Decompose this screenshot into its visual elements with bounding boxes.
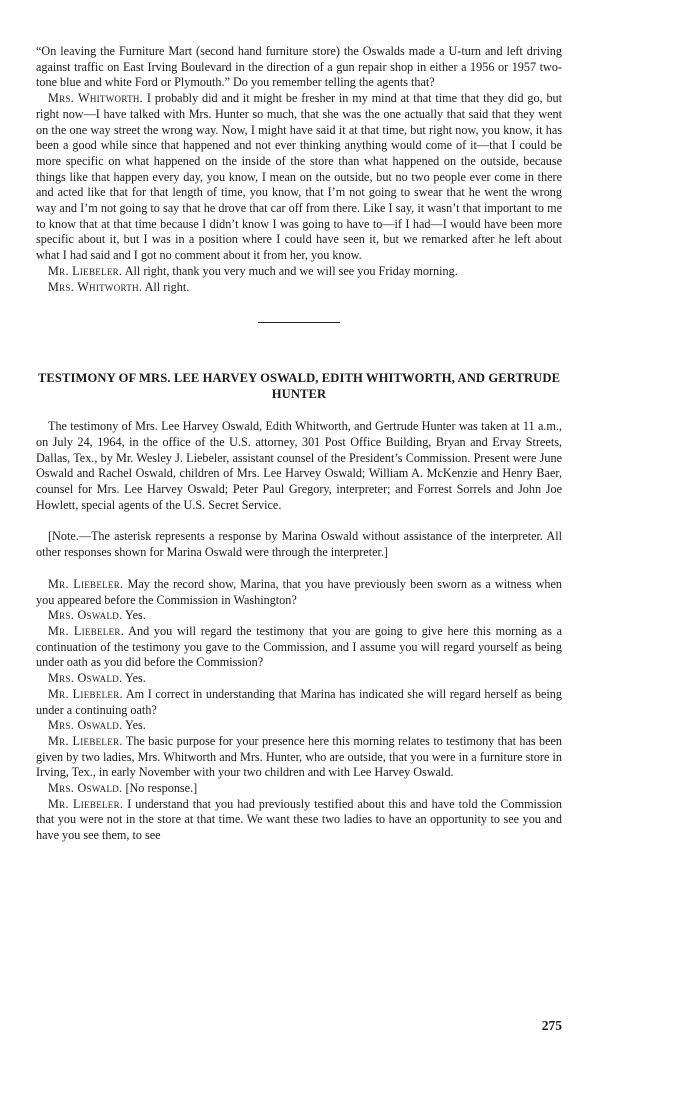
speaker-label: Mr. Liebeler. — [48, 576, 124, 591]
paragraph-text: [No response.] — [125, 781, 198, 796]
section-divider — [258, 322, 340, 323]
speaker-label: Mr. Liebeler. — [48, 623, 125, 638]
speaker-label: Mrs. Oswald. — [48, 671, 123, 686]
testimony-paragraph — [36, 718, 562, 734]
section-heading: TESTIMONY OF MRS. LEE HARVEY OSWALD, EDITH WHITWORTH, AND GERTRUDE HUNTER — [37, 371, 561, 402]
intro-paragraph: The testimony of Mrs. Lee Harvey Oswald, Edith Whitworth, and Gertrude Hunter was taken at 11 a.m., on July 24, 1964, in the office of the U.S. attorney, 301 Post Office Building, Bryan and Ervay Streets, Dallas, Tex., by Mr. Wesley J. Liebeler, assistant counsel of the President’s Commission. Present were June Oswald and Rachel Oswald, children of Mrs. Lee Harvey Oswald; William A. McKenzie and Henry Baer, counsel for Mrs. Lee Harvey Oswald; Peter Paul Gregory, interpreter; and Forrest Sorrels and John Joe Howlett, special agents of the U.S. Secret Service. — [36, 419, 562, 512]
testimony-paragraph — [36, 797, 562, 844]
speaker-label: Mr. Liebeler. — [48, 733, 123, 748]
testimony-paragraph — [36, 781, 562, 797]
speaker-label: Mr. Liebeler. — [48, 686, 123, 701]
paragraph-text: “On leaving the Furniture Mart (second hand furniture store) the Oswalds made a U-turn and left driving against traffic on East Irving Boulevard in the direction of a gun repair shop in either a 1956 or 1957 two-tone blue and white Ford or Plymouth.” Do you remember telling the agents that? — [36, 44, 562, 90]
speaker-label: Mrs. Whitworth. — [48, 91, 144, 106]
paragraph-text: Yes. — [125, 718, 146, 733]
testimony-paragraph — [36, 280, 562, 296]
continued-question — [36, 44, 562, 91]
testimony-paragraph — [36, 671, 562, 687]
testimony-paragraph — [36, 264, 562, 280]
paragraph-text: And you will regard the testimony that you are going to give here this morning as a continuation of the testimony you gave to the Commission, and I assume you will regard yourself as being under oath as you did before the Commission? — [36, 623, 563, 670]
speaker-label: Mrs. Oswald. — [48, 781, 123, 796]
paragraph-text: I probably did and it might be fresher in my mind at that time that they did go, but right now—I have talked with Mrs. Hunter so much, that she was the one actually that said that they went on the one way street the wrong way. Now, I might have said it at that time, but right now, you know, it has been a good while since that happened and not ever thinking anything would come of it—that I could be more specific on what happened on the inside of the store than what happened on the outside, because things like that happen every day, you know, I mean on the outside, but no two people ever come in there and acted like that for that length of time, you know, that I’m not going to swear that he went the wrong way and I’m not going to say that he drove that car off from there. Like I say, it wasn’t that important to me to know that at that time because I didn’t know I was going to have to—if I had—I would have been more specific about it, but I was in a position where I could have seen it, but we remarked after he left about what I had said and I got no comment about it from her, you know. — [36, 91, 563, 263]
testimony-paragraph — [36, 734, 562, 781]
speaker-label: Mrs. Oswald. — [48, 608, 123, 623]
paragraph-text: May the record show, Marina, that you have previously been sworn as a witness when you appeared before the Commission in Washington? — [36, 576, 563, 607]
interpreter-note: [Note.—The asterisk represents a response by Marina Oswald without assistance of the interpreter. All other responses shown for Marina Oswald were through the interpreter.] — [36, 529, 562, 560]
testimony-paragraph — [36, 577, 562, 608]
paragraph-text: Yes. — [125, 608, 146, 623]
paragraph-text: All right, thank you very much and we will see you Friday morning. — [124, 263, 458, 278]
paragraph-text: The basic purpose for your presence here this morning relates to testimony that has been given by two ladies, Mrs. Whitworth and Mrs. Hunter, who are outside, that you were in a furniture store in Irving, Tex., in early November with your two children and with Lee Harvey Oswald. — [36, 733, 563, 780]
speaker-label: Mrs. Whitworth. — [48, 279, 143, 294]
paragraph-text: Yes. — [125, 671, 146, 686]
paragraph-text: All right. — [144, 279, 190, 294]
speaker-label: Mr. Liebeler. — [48, 263, 123, 278]
speaker-label: Mrs. Oswald. — [48, 718, 123, 733]
paragraph-text: I understand that you had previously testified about this and have told the Commission that you were not in the store at that time. We want these two ladies to have an opportunity to see you and have you see them, to see — [36, 796, 563, 843]
testimony-paragraph — [36, 608, 562, 624]
speaker-label: Mr. Liebeler. — [48, 796, 124, 811]
testimony-paragraph — [36, 687, 562, 718]
testimony-paragraph — [36, 624, 562, 671]
testimony-paragraph — [36, 91, 562, 264]
page-body — [36, 44, 562, 844]
paragraph-text: Am I correct in understanding that Marina has indicated she will regard herself as being under a continuing oath? — [36, 686, 562, 717]
page-number: 275 — [541, 1018, 562, 1033]
